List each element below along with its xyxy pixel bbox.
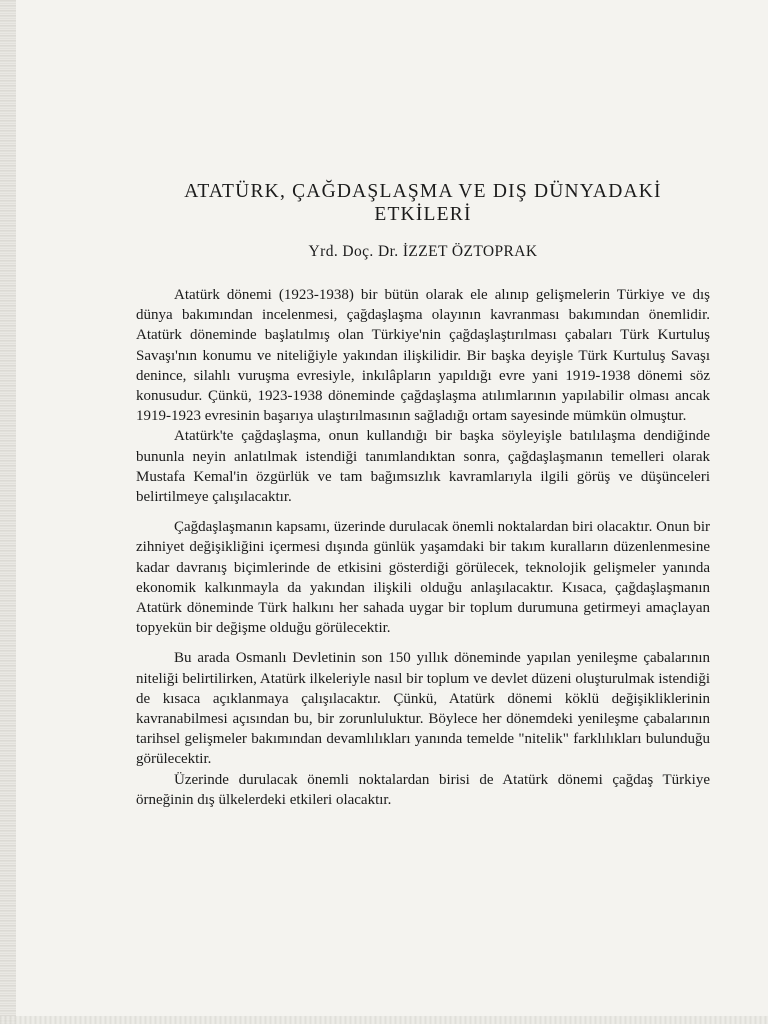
paragraph-3: Çağdaşlaşmanın kapsamı, üzerinde durulacak önemli noktalardan biri olacaktır. Onun bir zihniyet değişikliğini içermesi dışında günlük yaşamdaki bir takım kuralların düzenlenmesine kadar davranış biçimlerinde de etkisini gösterdiği görülecek, teknolojik gelişmeler yanında ekonomik kalkınmayla da yakından ilişkili olduğu anlaşılacaktır. Kısaca, çağdaşlaşmanın Atatürk döneminde Türk halkını her sahada uygar bir toplum durumuna getirmeyi amaçlayan topyekün bir değişme olduğu görülecektir. xyxy=(136,519,710,637)
paragraph-4: Bu arada Osmanlı Devletinin son 150 yıllık döneminde yapılan yenileşme çabalarının niteliği belirtilirken, Atatürk ilkeleriyle nasıl bir toplum ve devlet düzeni oluşturulmak istendiği de kısaca açıklanmaya çalışılacaktır. Çünkü, Atatürk dönemi köklü değişikliklerinin kavranabilmesi açısından bu, bir zorunluluktur. Böylece her dönemdeki yenileşme çabalarının tarihsel gelişmeler bakımından devamlılıkları yanında temelde "nitelik" farklılıkları bulunduğu görülecektir. xyxy=(136,650,710,768)
scan-edge-left xyxy=(0,0,16,1024)
scan-edge-bottom xyxy=(0,1016,768,1024)
article-page xyxy=(136,180,710,810)
paragraph-1: Atatürk dönemi (1923-1938) bir bütün olarak ele alınıp gelişmelerin Türkiye ve dış dünya bakımından incelenmesi, çağdaşlaşma olayının kavranması bakımından önemlidir. Atatürk döneminde başlatılmış olan Türkiye'nin çağdaşlaştırılması çabaları Türk Kurtuluş Savaşı'nın konumu ve niteliğiyle yakından ilişkilidir. Bir başka deyişle Türk Kurtuluş Savaşı denince, silahlı vuruşma evresiyle, inkılâpların yapıldığı evre yani 1919-1938 dönemi söz konusudur. Çünkü, 1923-1938 döneminde çağdaşlaşma atılımlarının yapılabilir olması ancak 1919-1923 evresinin başarıya ulaştırılmasının sağladığı ortam sayesinde mümkün olmuştur. xyxy=(136,287,710,425)
paragraph-5: Üzerinde durulacak önemli noktalardan birisi de Atatürk dönemi çağdaş Türkiye örneğinin dış ülkelerdeki etkileri olacaktır. xyxy=(136,771,710,808)
article-title: ATATÜRK, ÇAĞDAŞLAŞMA VE DIŞ DÜNYADAKİ ETKİLERİ xyxy=(184,181,662,225)
article-author: Yrd. Doç. Dr. İZZET ÖZTOPRAK xyxy=(308,243,538,260)
paragraph-2: Atatürk'te çağdaşlaşma, onun kullandığı bir başka söyleyişle batılılaşma dendiğinde bununla neyin anlatılmak istendiği tanımlandıktan sonra, çağdaşlaşmanın temelleri olarak Mustafa Kemal'in özgürlük ve tam bağımsızlık kavramlarıyla ilgili görüş ve düşünceleri belirtilmeye çalışılacaktır. xyxy=(136,428,710,506)
article-body xyxy=(136,285,710,810)
